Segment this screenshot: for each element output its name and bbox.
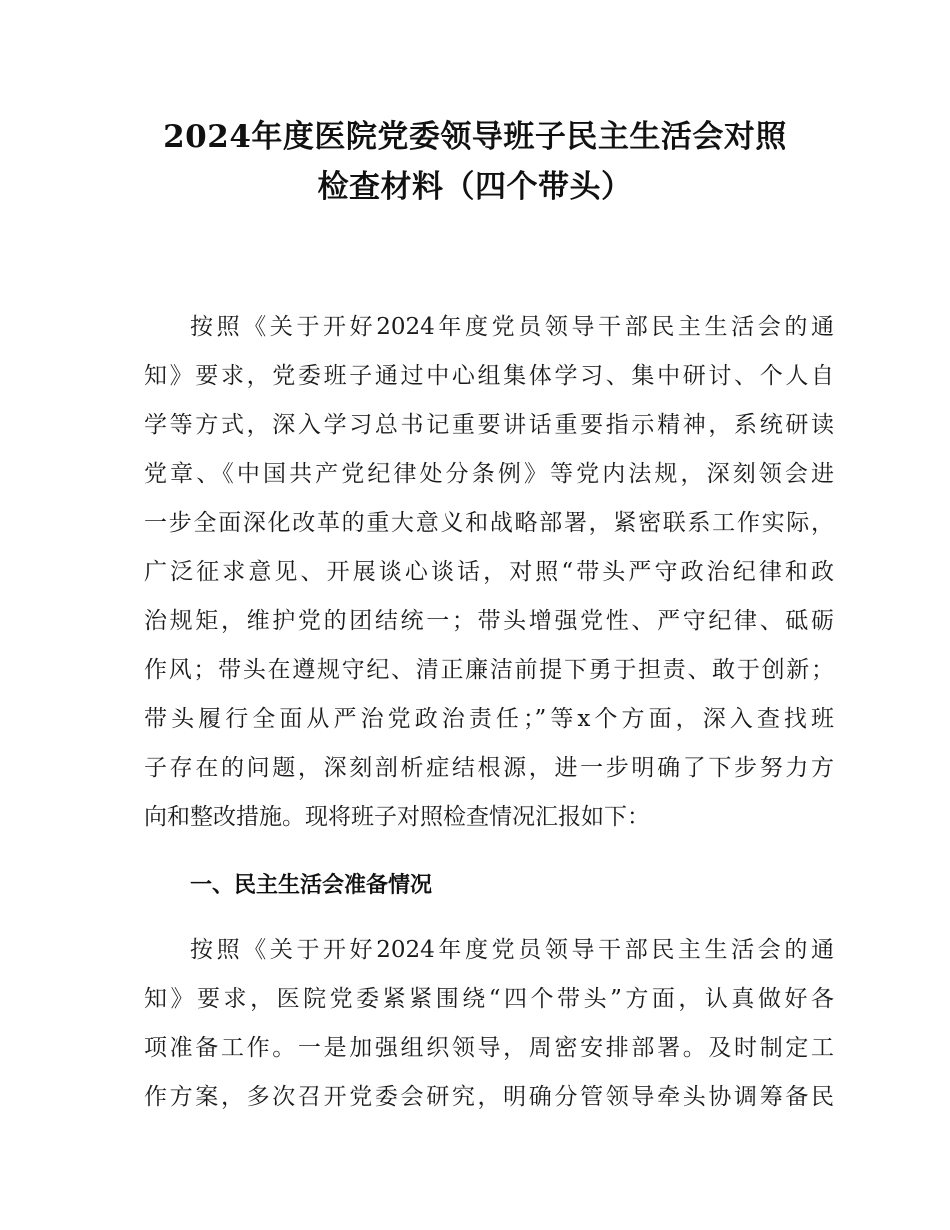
paragraph-line: 项准备工作。一是加强组织领导，周密安排部署。及时制定工 xyxy=(144,1035,834,1061)
title-line-1: 2024年度医院党委领导班子民主生活会对照 xyxy=(163,119,787,155)
paragraph-line: 带头履行全面从严治党政治责任；”等x个方面，深入查找班 xyxy=(144,706,834,732)
paragraph-line: 党章、《中国共产党纪律处分条例》等党内法规，深刻领会进 xyxy=(144,461,834,487)
section-heading: 一、民主生活会准备情况 xyxy=(190,873,433,898)
paragraph-line: 治规矩，维护党的团结统一；带头增强党性、严守纪律、砥砺 xyxy=(144,608,834,634)
title-line-2: 检查材料（四个带头） xyxy=(317,169,633,205)
section-paragraph xyxy=(144,926,834,1122)
paragraph-line: 知》要求，党委班子通过中心组集体学习、集中研讨、个人自 xyxy=(144,363,834,389)
paragraph-line: 按照《关于开好2024年度党员领导干部民主生活会的通 xyxy=(190,314,834,340)
paragraph-line: 子存在的问题，深刻剖析症结根源，进一步明确了下步努力方 xyxy=(144,755,834,781)
document-title xyxy=(100,112,850,212)
paragraph-line: 一步全面深化改革的重大意义和战略部署，紧密联系工作实际， xyxy=(144,510,834,536)
paragraph-line: 向和整改措施。现将班子对照检查情况汇报如下： xyxy=(144,804,650,830)
intro-paragraph xyxy=(144,303,834,842)
paragraph-line: 按照《关于开好2024年度党员领导干部民主生活会的通 xyxy=(190,937,834,963)
paragraph-line: 作风；带头在遵规守纪、清正廉洁前提下勇于担责、敢于创新； xyxy=(144,657,834,683)
paragraph-line: 学等方式，深入学习总书记重要讲话重要指示精神，系统研读 xyxy=(144,412,834,438)
paragraph-line: 作方案，多次召开党委会研究，明确分管领导牵头协调筹备民 xyxy=(144,1084,834,1110)
paragraph-line: 广泛征求意见、开展谈心谈话，对照“带头严守政治纪律和政 xyxy=(144,559,834,585)
paragraph-line: 知》要求，医院党委紧紧围绕“四个带头”方面，认真做好各 xyxy=(144,986,834,1012)
